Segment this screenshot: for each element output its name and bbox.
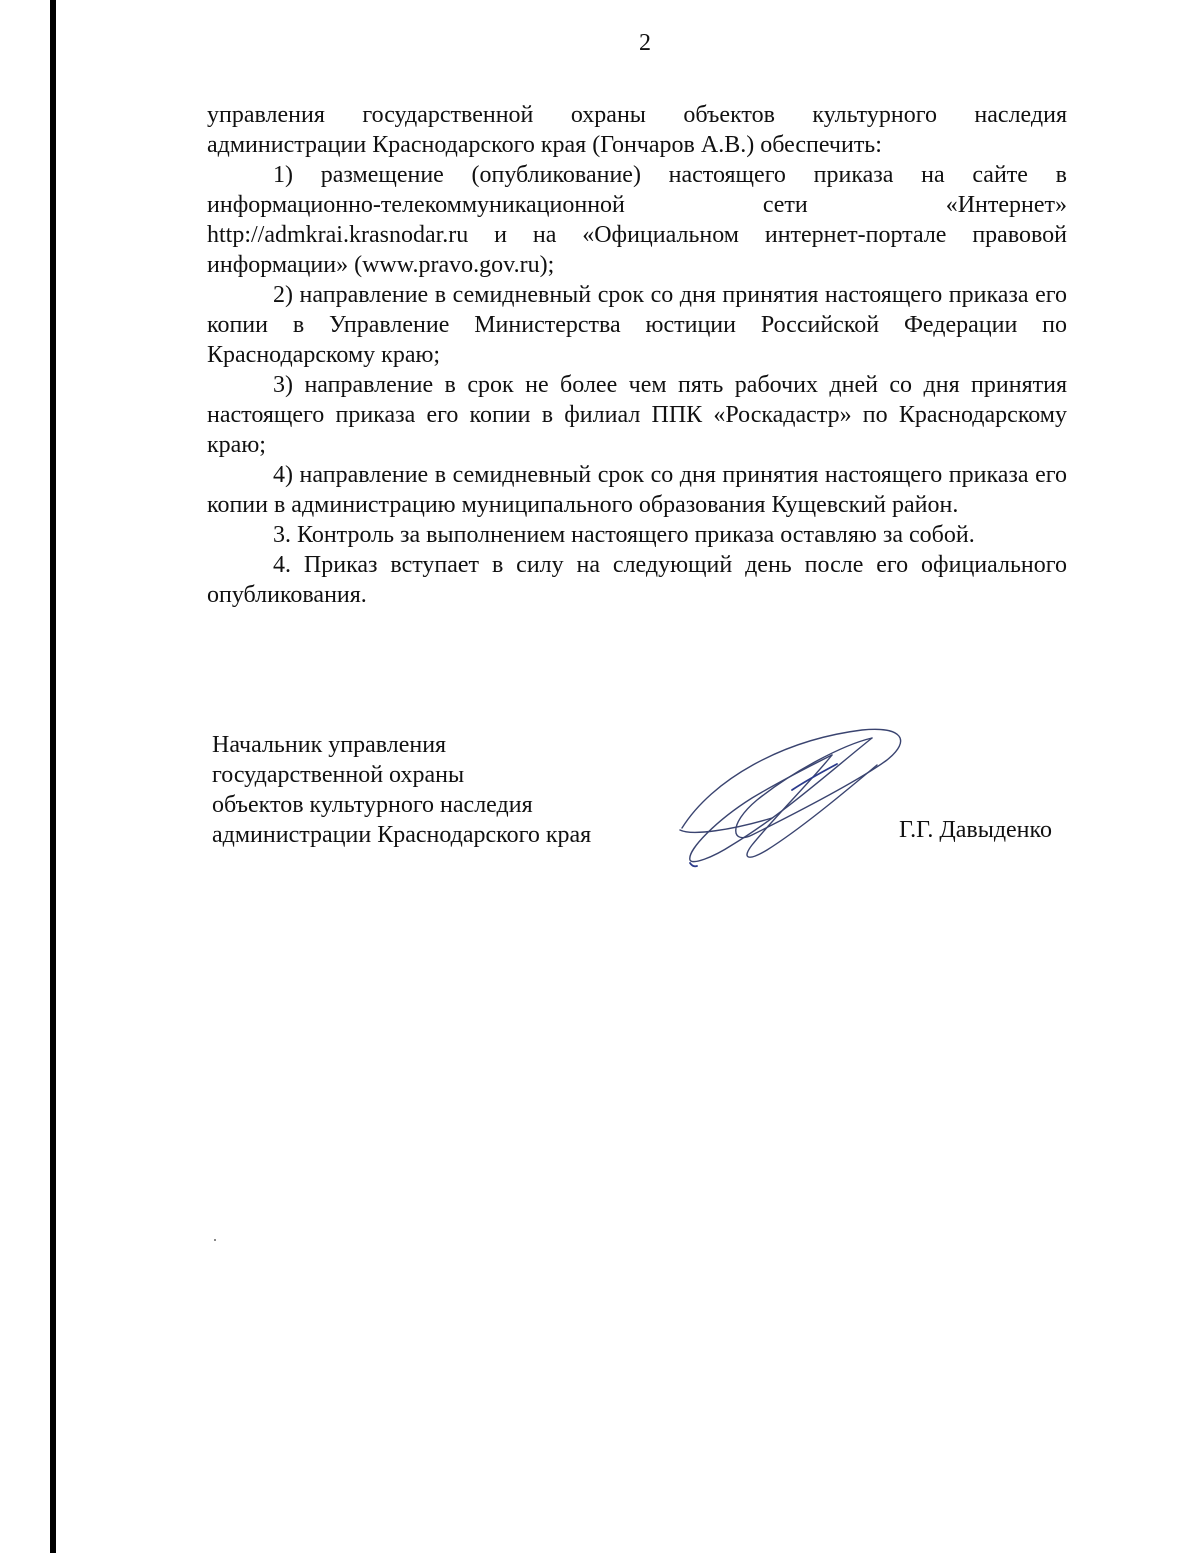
signatory-position-line: администрации Краснодарского края [212, 822, 592, 848]
scan-speck [214, 1239, 216, 1241]
handwritten-signature-icon [672, 720, 912, 870]
signatory-position [212, 730, 632, 850]
page-number: 2 [639, 30, 651, 56]
signatory-name: Г.Г. Давыденко [899, 817, 1052, 843]
signatory-position-line: государственной охраны [212, 762, 465, 788]
document-body [207, 100, 1067, 610]
paragraph-control: 3. Контроль за выполнением настоящего приказа оставляю за собой. [273, 522, 975, 548]
paragraph-item-1: 1) размещение (опубликование) настоящего приказа на сайте в информационно-телекоммуникационной сети «Интернет» http://admkrai.krasnodar.ru и на «Официальном интернет-портале правовой информации» (www.pravo.gov.ru); [207, 162, 1067, 278]
paragraph-intro: управления государственной охраны объектов культурного наследия администрации Краснодарского края (Гончаров А.В.) обеспечить: [207, 102, 1067, 158]
signatory-position-line: объектов культурного наследия [212, 792, 533, 818]
paragraph-item-4: 4) направление в семидневный срок со дня принятия настоящего приказа его копии в администрацию муниципального образования Кущевский район. [207, 462, 1067, 518]
paragraph-item-2: 2) направление в семидневный срок со дня принятия настоящего приказа его копии в Управление Министерства юстиции Российской Федерации по Краснодарскому краю; [207, 282, 1067, 368]
paragraph-item-3: 3) направление в срок не более чем пять рабочих дней со дня принятия настоящего приказа его копии в филиал ППК «Роскадастр» по Краснодарскому краю; [207, 372, 1067, 458]
paragraph-effective: 4. Приказ вступает в силу на следующий день после его официального опубликования. [207, 552, 1067, 608]
signatory-position-line: Начальник управления [212, 732, 447, 758]
scan-edge-line [50, 0, 56, 1553]
